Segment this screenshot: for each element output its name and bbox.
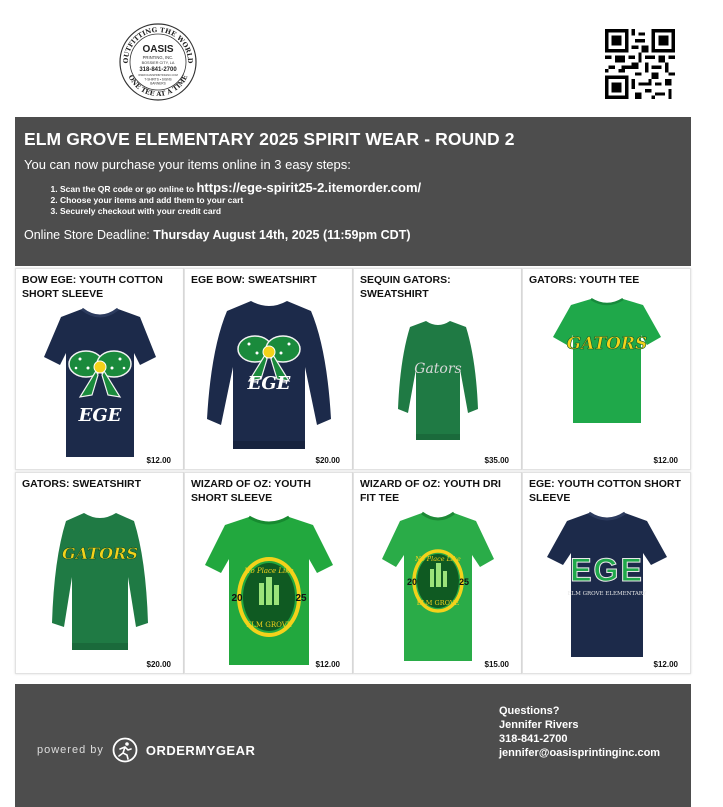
deadline-label: Online Store Deadline: — [24, 228, 154, 242]
step-1-text: Scan the QR code or go online to — [60, 184, 197, 194]
print-subtext: ELM GROVE ELEMENTARY — [567, 591, 647, 597]
print-text-bottom: ELM GROVE — [246, 621, 292, 629]
product-card[interactable] — [353, 268, 522, 470]
print-text: EGE — [247, 373, 291, 394]
ordermygear-logo-icon — [112, 737, 138, 763]
product-card[interactable] — [522, 472, 691, 674]
print-text: GATORS — [566, 334, 648, 354]
product-name: GATORS: YOUTH TEE — [529, 274, 640, 286]
step-2: 2. Choose your items and add them to your cart — [60, 195, 682, 206]
product-price: $12.00 — [315, 660, 340, 669]
print-year-left: 20 — [406, 577, 418, 587]
contact-name: Jennifer Rivers — [499, 719, 579, 731]
logo-line1: PRINTING, INC. — [142, 55, 174, 60]
logo-ring-top: OUTFITTING THE WORLD — [121, 25, 195, 64]
print-year-right: 25 — [295, 593, 307, 604]
step-3: 3. Securely checkout with your credit card — [60, 206, 682, 217]
logo-line2: BOSSIER CITY, LA — [141, 61, 175, 65]
product-name: EGE BOW: SWEATSHIRT — [191, 274, 317, 286]
logo-ring-bottom: ONE TEE AT A TIME — [126, 73, 190, 99]
product-name: SEQUIN GATORS: SWEATSHIRT — [360, 274, 451, 300]
print-text: GATORS — [62, 544, 138, 563]
powered-by-text: powered by — [37, 744, 104, 756]
green-tshirt-gators-icon — [523, 269, 692, 471]
product-name: WIZARD OF OZ: YOUTH SHORT SLEEVE — [191, 478, 311, 504]
page-title: ELM GROVE ELEMENTARY 2025 SPIRIT WEAR - ROUND 2 — [24, 129, 515, 149]
product-name: BOW EGE: YOUTH COTTON SHORT SLEEVE — [22, 274, 163, 300]
product-price: $12.00 — [653, 456, 678, 465]
oasis-logo-icon — [118, 22, 198, 102]
print-text: Gators — [414, 361, 462, 377]
print-text-top: No Place Like — [244, 567, 294, 575]
green-sweatshirt-gators-icon — [16, 473, 185, 675]
navy-sweatshirt-bow-icon — [185, 269, 354, 471]
logo-name: OASIS — [142, 44, 174, 55]
product-card[interactable] — [15, 268, 184, 470]
questions-label: Questions? — [499, 705, 560, 717]
deadline-value: Thursday August 14th, 2025 (11:59pm CDT) — [153, 228, 411, 242]
print-text-top: No Place Like — [415, 555, 461, 563]
product-grid — [15, 268, 691, 674]
print-text-bottom: ELM GROVE — [416, 599, 460, 607]
step-1 — [60, 182, 682, 195]
product-card[interactable] — [184, 472, 353, 674]
footer-banner — [15, 684, 691, 807]
steps-list — [60, 182, 682, 217]
contact-email[interactable]: jennifer@oasisprintinginc.com — [499, 747, 661, 759]
product-card[interactable] — [353, 472, 522, 674]
logo-line5: BANNERS — [150, 81, 166, 86]
logo-phone: 318-841-2700 — [139, 67, 177, 73]
print-year-left: 20 — [231, 593, 243, 604]
product-price: $15.00 — [484, 660, 509, 669]
store-url-link[interactable]: https://ege-spirit25-2.itemorder.com/ — [196, 180, 422, 195]
page-subtitle: You can now purchase your items online in 3 easy steps: — [24, 157, 351, 172]
contact-phone[interactable]: 318-841-2700 — [499, 733, 568, 745]
product-card[interactable] — [184, 268, 353, 470]
brand-name: ORDERMYGEAR — [145, 742, 256, 758]
product-card[interactable] — [15, 472, 184, 674]
print-text: EGE — [78, 405, 122, 426]
qr-code-icon[interactable] — [605, 29, 675, 99]
logo-line3: WWW.OASISPRINTINGINC.COM — [138, 74, 178, 77]
product-name: GATORS: SWEATSHIRT — [22, 478, 141, 490]
contact-block — [499, 704, 660, 760]
print-year-right: 25 — [458, 577, 470, 587]
powered-by — [37, 737, 255, 763]
product-name: EGE: YOUTH COTTON SHORT SLEEVE — [529, 478, 681, 504]
deadline — [24, 228, 682, 242]
logo-line4: T-SHIRTS • SIGNS — [144, 77, 172, 82]
product-price: $12.00 — [146, 456, 171, 465]
product-name: WIZARD OF OZ: YOUTH DRI FIT TEE — [360, 478, 501, 504]
product-price: $35.00 — [484, 456, 509, 465]
product-price: $20.00 — [146, 660, 171, 669]
product-price: $12.00 — [653, 660, 678, 669]
product-card[interactable] — [522, 268, 691, 470]
info-banner — [15, 117, 691, 266]
product-price: $20.00 — [315, 456, 340, 465]
print-text: EGE — [570, 552, 644, 588]
